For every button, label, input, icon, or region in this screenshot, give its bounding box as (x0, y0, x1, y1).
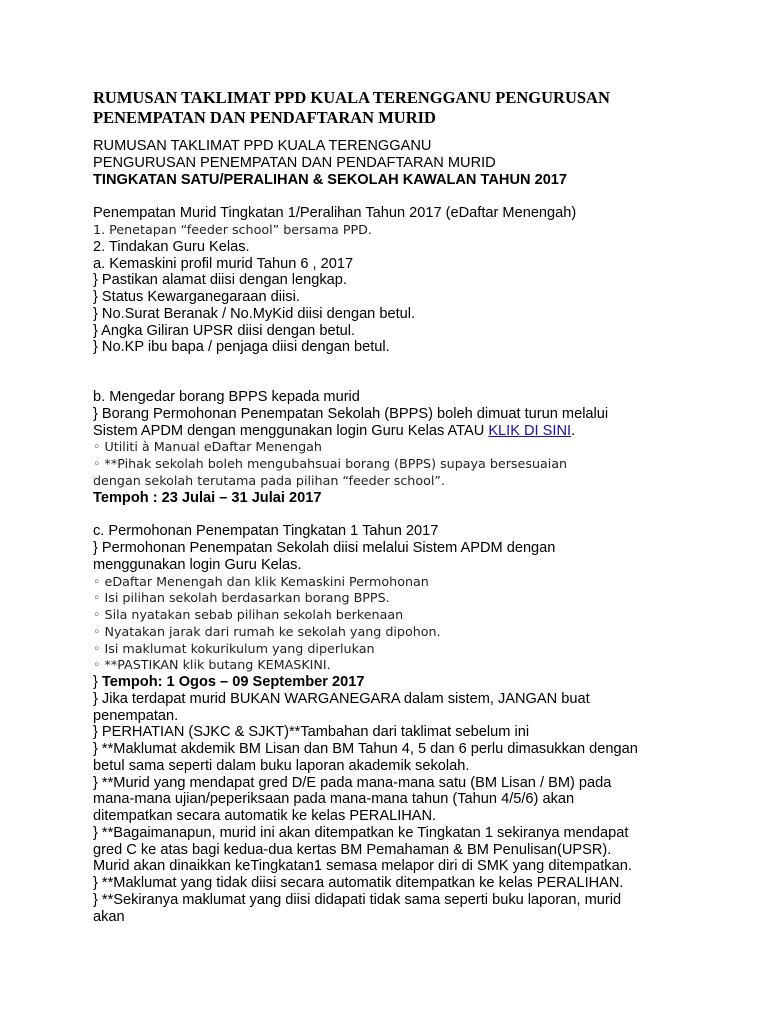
section-c-note: betul sama seperti dalam buku laporan akademik sekolah. (93, 757, 470, 774)
section-c-line-8: ◦ **PASTIKAN klik butang KEMASKINI. (93, 657, 331, 673)
section-c-note: } **Maklumat yang tidak diisi secara automatik ditempatkan ke kelas PERALIHAN. (93, 875, 624, 891)
section-b-line-3: ◦ Utiliti à Manual eDaftar Menengah (93, 439, 322, 455)
section-a-bullet: } No.Surat Beranak / No.MyKid diisi dengan betul. (93, 305, 416, 322)
section-c-line-7: ◦ Isi maklumat kokurikulum yang diperlukan (93, 640, 375, 656)
klik-di-sini-link[interactable]: KLIK DI SINI (488, 422, 572, 439)
section-c-line-5: ◦ Sila nyatakan sebab pilihan sekolah berkenaan (93, 607, 404, 622)
document-body (93, 138, 693, 925)
section-c-line-2: menggunakan login Guru Kelas. (93, 556, 302, 573)
section-c-note: } Jika terdapat murid BUKAN WARGANEGARA dalam sistem, JANGAN buat (93, 690, 590, 707)
title-line-1: RUMUSAN TAKLIMAT PPD KUALA TERENGGANU PENGURUSAN (93, 88, 610, 107)
spacer (93, 506, 693, 523)
bracket: } (93, 674, 102, 690)
section-c-note: mana-mana ujian/peperiksaan pada mana-mana tahun (Tahun 4/5/6) akan (93, 791, 575, 808)
title-line-2: PENEMPATAN DAN PENDAFTARAN MURID (93, 108, 436, 127)
header-line-3: TINGKATAN SATU/PERALIHAN & SEKOLAH KAWALAN TAHUN 2017 (93, 171, 568, 188)
spacer (93, 188, 693, 205)
section-c-line-1: } Permohonan Penempatan Sekolah diisi melalui Sistem APDM dengan (93, 540, 556, 556)
section-a-intro: Penempatan Murid Tingkatan 1/Peralihan Tahun 2017 (eDaftar Menengah) (93, 205, 577, 222)
section-a-bullet: } Status Kewarganegaraan diisi. (93, 289, 300, 305)
section-b-heading: b. Mengedar borang BPPS kepada murid (93, 389, 360, 405)
section-a-bullet: } No.KP ibu bapa / penjaga diisi dengan betul. (93, 339, 390, 356)
section-c-line-3: ◦ eDaftar Menengah dan klik Kemaskini Permohonan (93, 573, 429, 589)
section-b-line-2 (93, 423, 693, 440)
header-line-2: PENGURUSAN PENEMPATAN DAN PENDAFTARAN MURID (93, 154, 496, 171)
section-b-line-1: } Borang Permohonan Penempatan Sekolah (BPPS) boleh dimuat turun melalui (93, 405, 609, 422)
section-c-line-4: ◦ Isi pilihan sekolah berdasarkan borang BPPS. (93, 590, 390, 606)
period: . (571, 422, 576, 439)
spacer (93, 356, 693, 389)
section-a-sub-a: a. Kemaskini profil murid Tahun 6 , 2017 (93, 255, 354, 272)
section-c-note: } PERHATIAN (SJKC & SJKT)**Tambahan dari taklimat sebelum ini (93, 724, 530, 741)
section-a-bullet: } Angka Giliran UPSR diisi dengan betul. (93, 322, 356, 339)
section-c-note: } **Murid yang mendapat gred D/E pada mana-mana satu (BM Lisan / BM) pada (93, 774, 612, 791)
section-c-deadline-line (93, 674, 693, 691)
section-a-item-1: 1. Penetapan “feeder school” bersama PPD. (93, 222, 372, 237)
section-c-line-6: ◦ Nyatakan jarak dari rumah ke sekolah yang dipohon. (93, 623, 441, 639)
section-c-note: akan (93, 908, 125, 925)
section-b-line-2-text: Sistem APDM dengan menggunakan login Guru Kelas ATAU (93, 422, 489, 439)
section-b-line-5: dengan sekolah terutama pada pilihan “feeder school”. (93, 472, 446, 488)
section-a-item-2: 2. Tindakan Guru Kelas. (93, 238, 250, 255)
section-c-deadline: Tempoh: 1 Ogos – 09 September 2017 (101, 674, 365, 690)
section-c-heading: c. Permohonan Penempatan Tingkatan 1 Tahun 2017 (93, 523, 439, 540)
section-a-bullet: } Pastikan alamat diisi dengan lengkap. (93, 272, 347, 289)
section-b-line-4: ◦ **Pihak sekolah boleh mengubahsuai borang (BPPS) supaya bersesuaian (93, 456, 568, 471)
section-c-note: } **Sekiranya maklumat yang diisi didapati tidak sama seperti buku laporan, murid (93, 891, 622, 908)
section-c-note: ditempatkan secara automatik ke kelas PERALIHAN. (93, 808, 437, 824)
section-b-deadline: Tempoh : 23 Julai – 31 Julai 2017 (93, 489, 322, 506)
document-title (93, 88, 693, 128)
section-c-note: } **Maklumat akdemik BM Lisan dan BM Tahun 4, 5 dan 6 perlu dimasukkan dengan (93, 741, 638, 757)
section-c-note: penempatan. (93, 707, 179, 724)
section-c-note: gred C ke atas bagi kedua-dua kertas BM Pemahaman & BM Penulisan(UPSR). (93, 841, 612, 858)
header-line-1: RUMUSAN TAKLIMAT PPD KUALA TERENGGANU (93, 138, 432, 154)
section-c-note: Murid akan dinaikkan keTingkatan1 semasa melapor diri di SMK yang ditempatkan. (93, 858, 632, 875)
section-c-note: } **Bagaimanapun, murid ini akan ditempatkan ke Tingkatan 1 sekiranya mendapat (93, 824, 629, 841)
